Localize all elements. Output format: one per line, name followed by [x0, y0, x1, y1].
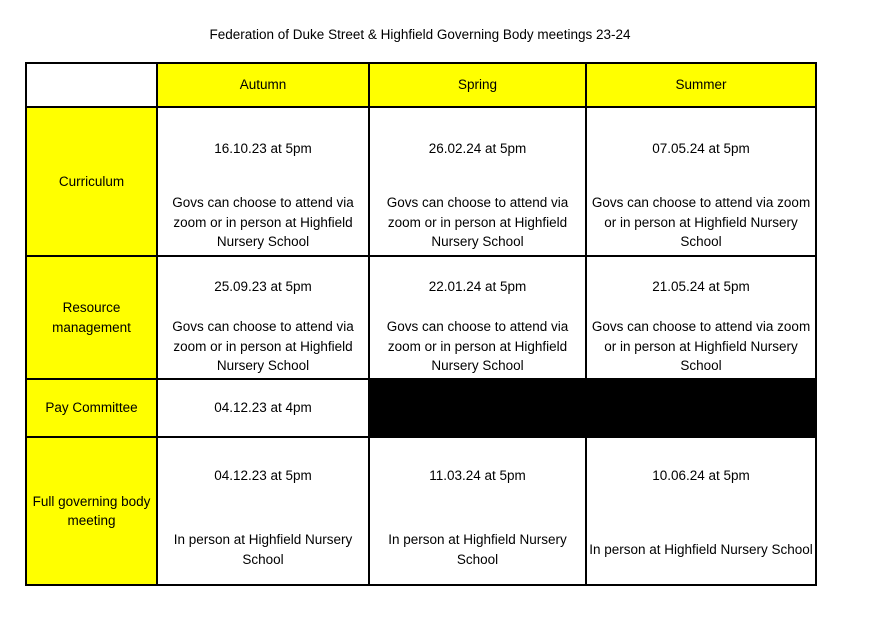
meeting-note: In person at Highfield Nursery School [388, 532, 567, 567]
meeting-cell [586, 107, 816, 256]
meeting-date: 04.12.23 at 4pm [214, 400, 312, 416]
table-row [26, 379, 816, 437]
table-row [26, 107, 816, 256]
meeting-note: Govs can choose to attend via zoom or in person at Highfield Nursery School [172, 195, 354, 249]
meeting-note: Govs can choose to attend via zoom or in person at Highfield Nursery School [591, 195, 811, 249]
meeting-date: 21.05.24 at 5pm [652, 279, 750, 294]
meetings-table [25, 62, 817, 586]
meeting-cell [369, 107, 586, 256]
table-row [26, 256, 816, 379]
meeting-cell [157, 437, 369, 585]
meeting-cell [369, 437, 586, 585]
meeting-note: Govs can choose to attend via zoom or in person at Highfield Nursery School [386, 195, 569, 249]
meeting-cell [157, 379, 369, 437]
row-label-full-governing-body: Full governing body meeting [26, 437, 157, 585]
meeting-date: 04.12.23 at 5pm [214, 468, 312, 483]
meeting-cell [369, 256, 586, 379]
row-label-curriculum: Curriculum [26, 107, 157, 256]
meeting-note: Govs can choose to attend via zoom or in person at Highfield Nursery School [386, 319, 569, 373]
table-row [26, 437, 816, 585]
meeting-date: 25.09.23 at 5pm [214, 279, 312, 294]
meeting-cell [586, 437, 816, 585]
column-header-autumn: Autumn [157, 63, 369, 107]
corner-cell [26, 63, 157, 107]
meeting-date: 26.02.24 at 5pm [428, 141, 527, 156]
row-label-resource-management: Resource management [26, 256, 157, 379]
meeting-note: In person at Highfield Nursery School [173, 532, 353, 567]
column-header-spring: Spring [369, 63, 586, 107]
blocked-cell [369, 379, 816, 437]
meeting-note: Govs can choose to attend via zoom or in person at Highfield Nursery School [591, 319, 811, 373]
meeting-date: 22.01.24 at 5pm [428, 279, 527, 294]
meeting-cell [586, 256, 816, 379]
meeting-date: 10.06.24 at 5pm [652, 468, 750, 483]
row-label-pay-committee: Pay Committee [26, 379, 157, 437]
header-row [26, 63, 816, 107]
meeting-cell [157, 256, 369, 379]
meeting-date: 11.03.24 at 5pm [429, 468, 526, 483]
column-header-summer: Summer [586, 63, 816, 107]
meeting-date: 16.10.23 at 5pm [214, 141, 312, 156]
document-title: Federation of Duke Street & Highfield Governing Body meetings 23-24 [209, 27, 631, 42]
meeting-date: 07.05.24 at 5pm [652, 141, 750, 156]
meeting-note: In person at Highfield Nursery School [589, 542, 813, 557]
meeting-cell [157, 107, 369, 256]
meeting-note: Govs can choose to attend via zoom or in person at Highfield Nursery School [172, 319, 354, 373]
